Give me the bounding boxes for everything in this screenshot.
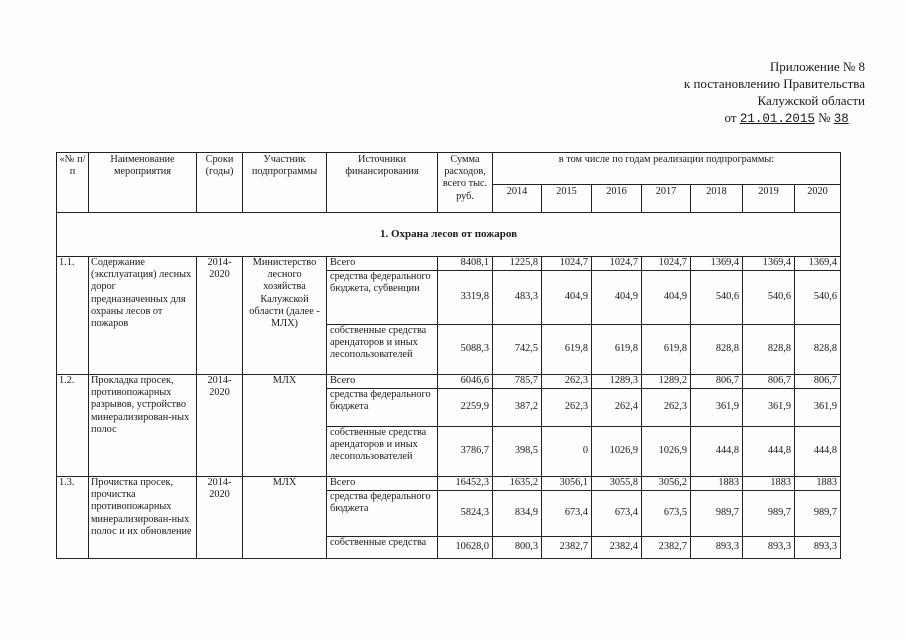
year-amount: 828,8 (795, 325, 841, 375)
table-row (57, 257, 841, 271)
year-amount: 1024,7 (642, 257, 691, 271)
item-participant: МЛХ (243, 375, 327, 477)
year-amount: 540,6 (743, 271, 795, 325)
year-amount: 893,3 (795, 537, 841, 559)
total-amount: 8408,1 (438, 257, 493, 271)
year-amount: 806,7 (743, 375, 795, 389)
appendix-resolution: к постановлению Правительства (683, 76, 865, 91)
year-amount: 398,5 (493, 427, 542, 477)
item-num: 1.2. (57, 375, 89, 477)
funding-source: Всего (327, 477, 438, 491)
item-years: 2014- 2020 (197, 257, 243, 375)
year-amount: 742,5 (493, 325, 542, 375)
col-header-by-year: в том числе по годам реализации подпрограммы: (493, 153, 841, 185)
year-amount: 1369,4 (743, 257, 795, 271)
year-header: 2017 (642, 185, 691, 213)
year-amount: 3055,8 (592, 477, 642, 491)
year-amount: 893,3 (691, 537, 743, 559)
year-amount: 2382,7 (542, 537, 592, 559)
year-amount: 262,4 (592, 389, 642, 427)
table-row (57, 477, 841, 491)
item-years: 2014- 2020 (197, 477, 243, 559)
year-amount: 834,9 (493, 491, 542, 537)
year-amount: 1883 (743, 477, 795, 491)
year-amount: 361,9 (691, 389, 743, 427)
funding-source: собственные средства арендаторов и иных лесопользователей (327, 325, 438, 375)
total-amount: 10628,0 (438, 537, 493, 559)
year-amount: 540,6 (795, 271, 841, 325)
item-name: Прокладка просек, противопожарных разрывов, устройство минерализирован-ных полос (89, 375, 197, 477)
funding-source: Всего (327, 375, 438, 389)
year-amount: 1026,9 (642, 427, 691, 477)
table-body (57, 213, 841, 559)
year-amount: 3056,2 (642, 477, 691, 491)
year-amount: 785,7 (493, 375, 542, 389)
year-amount: 361,9 (795, 389, 841, 427)
year-amount: 806,7 (795, 375, 841, 389)
year-header: 2015 (542, 185, 592, 213)
year-amount: 361,9 (743, 389, 795, 427)
total-amount: 5088,3 (438, 325, 493, 375)
funding-source: Всего (327, 257, 438, 271)
year-amount: 540,6 (691, 271, 743, 325)
year-amount: 989,7 (795, 491, 841, 537)
col-header-source: Источники финансирования (327, 153, 438, 213)
funding-source: средства федерального бюджета (327, 491, 438, 537)
resolution-number: 38 (833, 112, 849, 126)
total-amount: 6046,6 (438, 375, 493, 389)
appendix-header (684, 58, 865, 128)
year-header: 2019 (743, 185, 795, 213)
year-amount: 828,8 (743, 325, 795, 375)
total-amount: 5824,3 (438, 491, 493, 537)
col-header-years: Сроки (годы) (197, 153, 243, 213)
funding-source: средства федерального бюджета, субвенции (327, 271, 438, 325)
year-amount: 619,8 (542, 325, 592, 375)
year-amount: 1369,4 (691, 257, 743, 271)
year-amount: 262,3 (542, 389, 592, 427)
year-amount: 262,3 (642, 389, 691, 427)
item-participant: Министерство лесного хозяйства Калужской области (далее - МЛХ) (243, 257, 327, 375)
year-amount: 444,8 (795, 427, 841, 477)
item-years: 2014- 2020 (197, 375, 243, 477)
funding-source: собственные средства арендаторов и иных лесопользователей (327, 427, 438, 477)
total-amount: 3786,7 (438, 427, 493, 477)
total-amount: 16452,3 (438, 477, 493, 491)
table-row (57, 375, 841, 389)
col-header-total: Сумма расходов, всего тыс. руб. (438, 153, 493, 213)
year-amount: 1883 (691, 477, 743, 491)
item-num: 1.1. (57, 257, 89, 375)
year-amount: 3056,1 (542, 477, 592, 491)
resolution-date: 21.01.2015 (739, 112, 815, 126)
year-amount: 2382,7 (642, 537, 691, 559)
year-amount: 1635,2 (493, 477, 542, 491)
year-amount: 404,9 (592, 271, 642, 325)
year-amount: 262,3 (542, 375, 592, 389)
appendix-title: Приложение № 8 (769, 59, 865, 74)
year-amount: 828,8 (691, 325, 743, 375)
year-header: 2016 (592, 185, 642, 213)
year-amount: 1369,4 (795, 257, 841, 271)
total-amount: 3319,8 (438, 271, 493, 325)
year-amount: 0 (542, 427, 592, 477)
col-header-participant: Участник подпрограммы (243, 153, 327, 213)
year-amount: 893,3 (743, 537, 795, 559)
year-amount: 806,7 (691, 375, 743, 389)
year-amount: 404,9 (542, 271, 592, 325)
col-header-name: Наименование мероприятия (89, 153, 197, 213)
date-prefix: от (724, 110, 737, 125)
year-amount: 673,4 (592, 491, 642, 537)
year-amount: 1289,3 (592, 375, 642, 389)
year-amount: 1883 (795, 477, 841, 491)
year-amount: 619,8 (642, 325, 691, 375)
year-amount: 989,7 (691, 491, 743, 537)
year-amount: 404,9 (642, 271, 691, 325)
year-amount: 800,3 (493, 537, 542, 559)
year-header: 2018 (691, 185, 743, 213)
year-amount: 483,3 (493, 271, 542, 325)
col-header-num: «№ п/п (57, 153, 89, 213)
funding-source: собственные средства (327, 537, 438, 559)
year-amount: 673,4 (542, 491, 592, 537)
year-amount: 1024,7 (542, 257, 592, 271)
funding-table-wrapper (56, 152, 841, 559)
year-amount: 619,8 (592, 325, 642, 375)
item-num: 1.3. (57, 477, 89, 559)
year-amount: 1024,7 (592, 257, 642, 271)
year-amount: 2382,4 (592, 537, 642, 559)
item-name: Содержание (эксплуатация) лесных дорог предназначенных для охраны лесов от пожаров (89, 257, 197, 375)
total-amount: 2259,9 (438, 389, 493, 427)
item-participant: МЛХ (243, 477, 327, 559)
appendix-region: Калужской области (757, 93, 865, 108)
number-prefix: № (818, 110, 831, 125)
year-amount: 444,8 (743, 427, 795, 477)
year-amount: 387,2 (493, 389, 542, 427)
year-amount: 673,5 (642, 491, 691, 537)
year-amount: 989,7 (743, 491, 795, 537)
year-amount: 444,8 (691, 427, 743, 477)
appendix-date-line (684, 109, 865, 128)
year-amount: 1026,9 (592, 427, 642, 477)
year-amount: 1289,2 (642, 375, 691, 389)
funding-table (56, 152, 841, 559)
year-header: 2020 (795, 185, 841, 213)
item-name: Прочистка просек, прочистка противопожарных минерализирован-ных полос и их обновление (89, 477, 197, 559)
section-title: 1. Охрана лесов от пожаров (57, 213, 841, 257)
year-header: 2014 (493, 185, 542, 213)
year-amount: 1225,8 (493, 257, 542, 271)
funding-source: средства федерального бюджета (327, 389, 438, 427)
